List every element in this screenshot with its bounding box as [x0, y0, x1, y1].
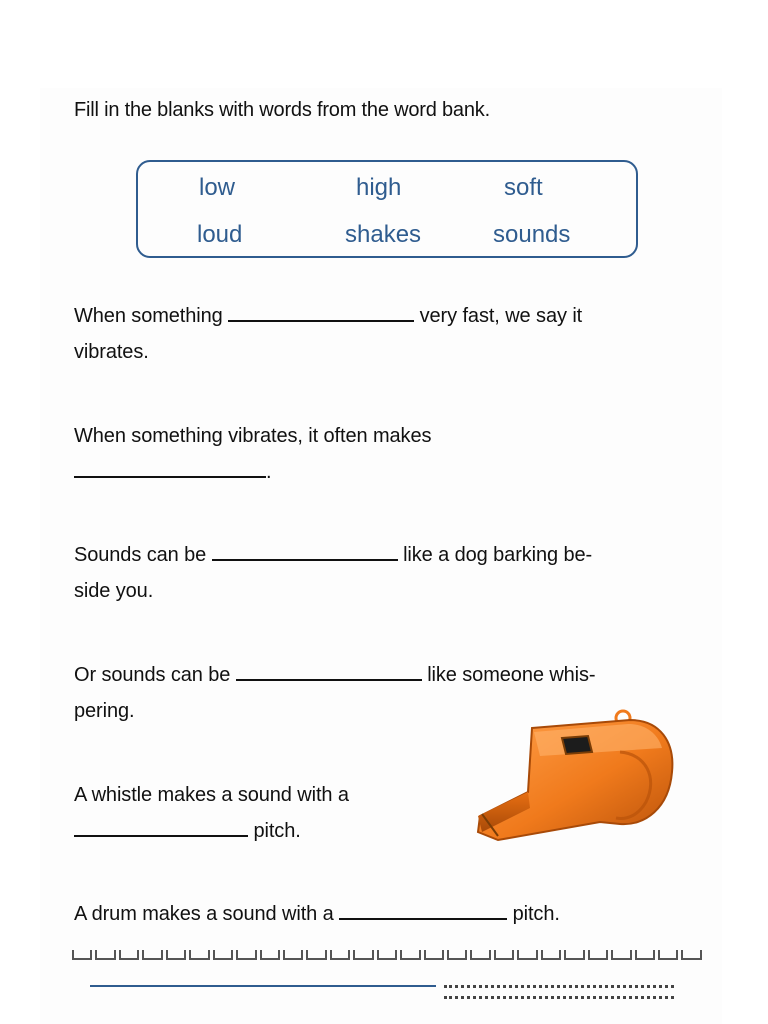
question-text: When something — [74, 305, 223, 327]
question-1 — [74, 298, 582, 370]
border-segment — [681, 950, 701, 960]
border-segment — [142, 950, 162, 960]
question-text: . — [266, 461, 272, 483]
border-segment — [517, 950, 537, 960]
border-segment — [635, 950, 655, 960]
question-text: pitch. — [253, 820, 301, 842]
border-segment — [72, 950, 92, 960]
question-5 — [74, 777, 349, 849]
border-segment — [470, 950, 490, 960]
question-text: very fast, we say it — [419, 305, 583, 327]
border-segment — [494, 950, 514, 960]
border-segment — [447, 950, 467, 960]
border-segment — [588, 950, 608, 960]
question-text: Sounds can be — [74, 544, 207, 566]
border-segment — [166, 950, 186, 960]
question-text: pitch. — [512, 903, 560, 925]
question-text: pering. — [74, 700, 135, 722]
question-text: side you. — [74, 580, 154, 602]
answer-blank[interactable] — [236, 659, 422, 681]
word-bank-word: low — [199, 174, 236, 201]
question-text: like someone whis- — [427, 664, 596, 686]
question-text: A drum makes a sound with a — [74, 903, 334, 925]
border-segment — [377, 950, 397, 960]
footer-dotted-rule — [444, 985, 674, 999]
footer-rule — [90, 985, 436, 987]
answer-blank[interactable] — [339, 898, 507, 920]
answer-blank[interactable] — [228, 300, 414, 322]
border-segment — [541, 950, 561, 960]
answer-blank[interactable] — [74, 815, 248, 837]
whistle-icon — [470, 708, 680, 848]
border-segment — [658, 950, 678, 960]
decorative-border — [72, 950, 702, 964]
word-bank-word: high — [356, 174, 402, 201]
border-segment — [424, 950, 444, 960]
border-segment — [330, 950, 350, 960]
question-text: When something vibrates, it often makes — [74, 425, 432, 447]
question-2 — [74, 418, 431, 490]
word-bank-word: loud — [197, 221, 243, 248]
answer-blank[interactable] — [74, 456, 266, 478]
question-text: like a dog barking be- — [403, 544, 593, 566]
word-bank-box — [136, 160, 638, 258]
border-segment — [236, 950, 256, 960]
border-segment — [611, 950, 631, 960]
border-segment — [95, 950, 115, 960]
instructions-heading: Fill in the blanks with words from the word bank. — [74, 99, 490, 121]
border-segment — [260, 950, 280, 960]
word-bank-word: soft — [504, 174, 543, 201]
border-segment — [353, 950, 373, 960]
question-3 — [74, 537, 592, 609]
word-bank-word: shakes — [345, 221, 422, 248]
question-text: A whistle makes a sound with a — [74, 784, 349, 806]
question-6 — [74, 896, 560, 932]
border-segment — [189, 950, 209, 960]
word-bank-word: sounds — [493, 221, 571, 248]
border-segment — [119, 950, 139, 960]
border-segment — [213, 950, 233, 960]
answer-blank[interactable] — [212, 539, 398, 561]
border-segment — [283, 950, 303, 960]
border-segment — [306, 950, 326, 960]
border-segment — [564, 950, 584, 960]
question-text: Or sounds can be — [74, 664, 231, 686]
question-text: vibrates. — [74, 341, 149, 363]
border-segment — [400, 950, 420, 960]
